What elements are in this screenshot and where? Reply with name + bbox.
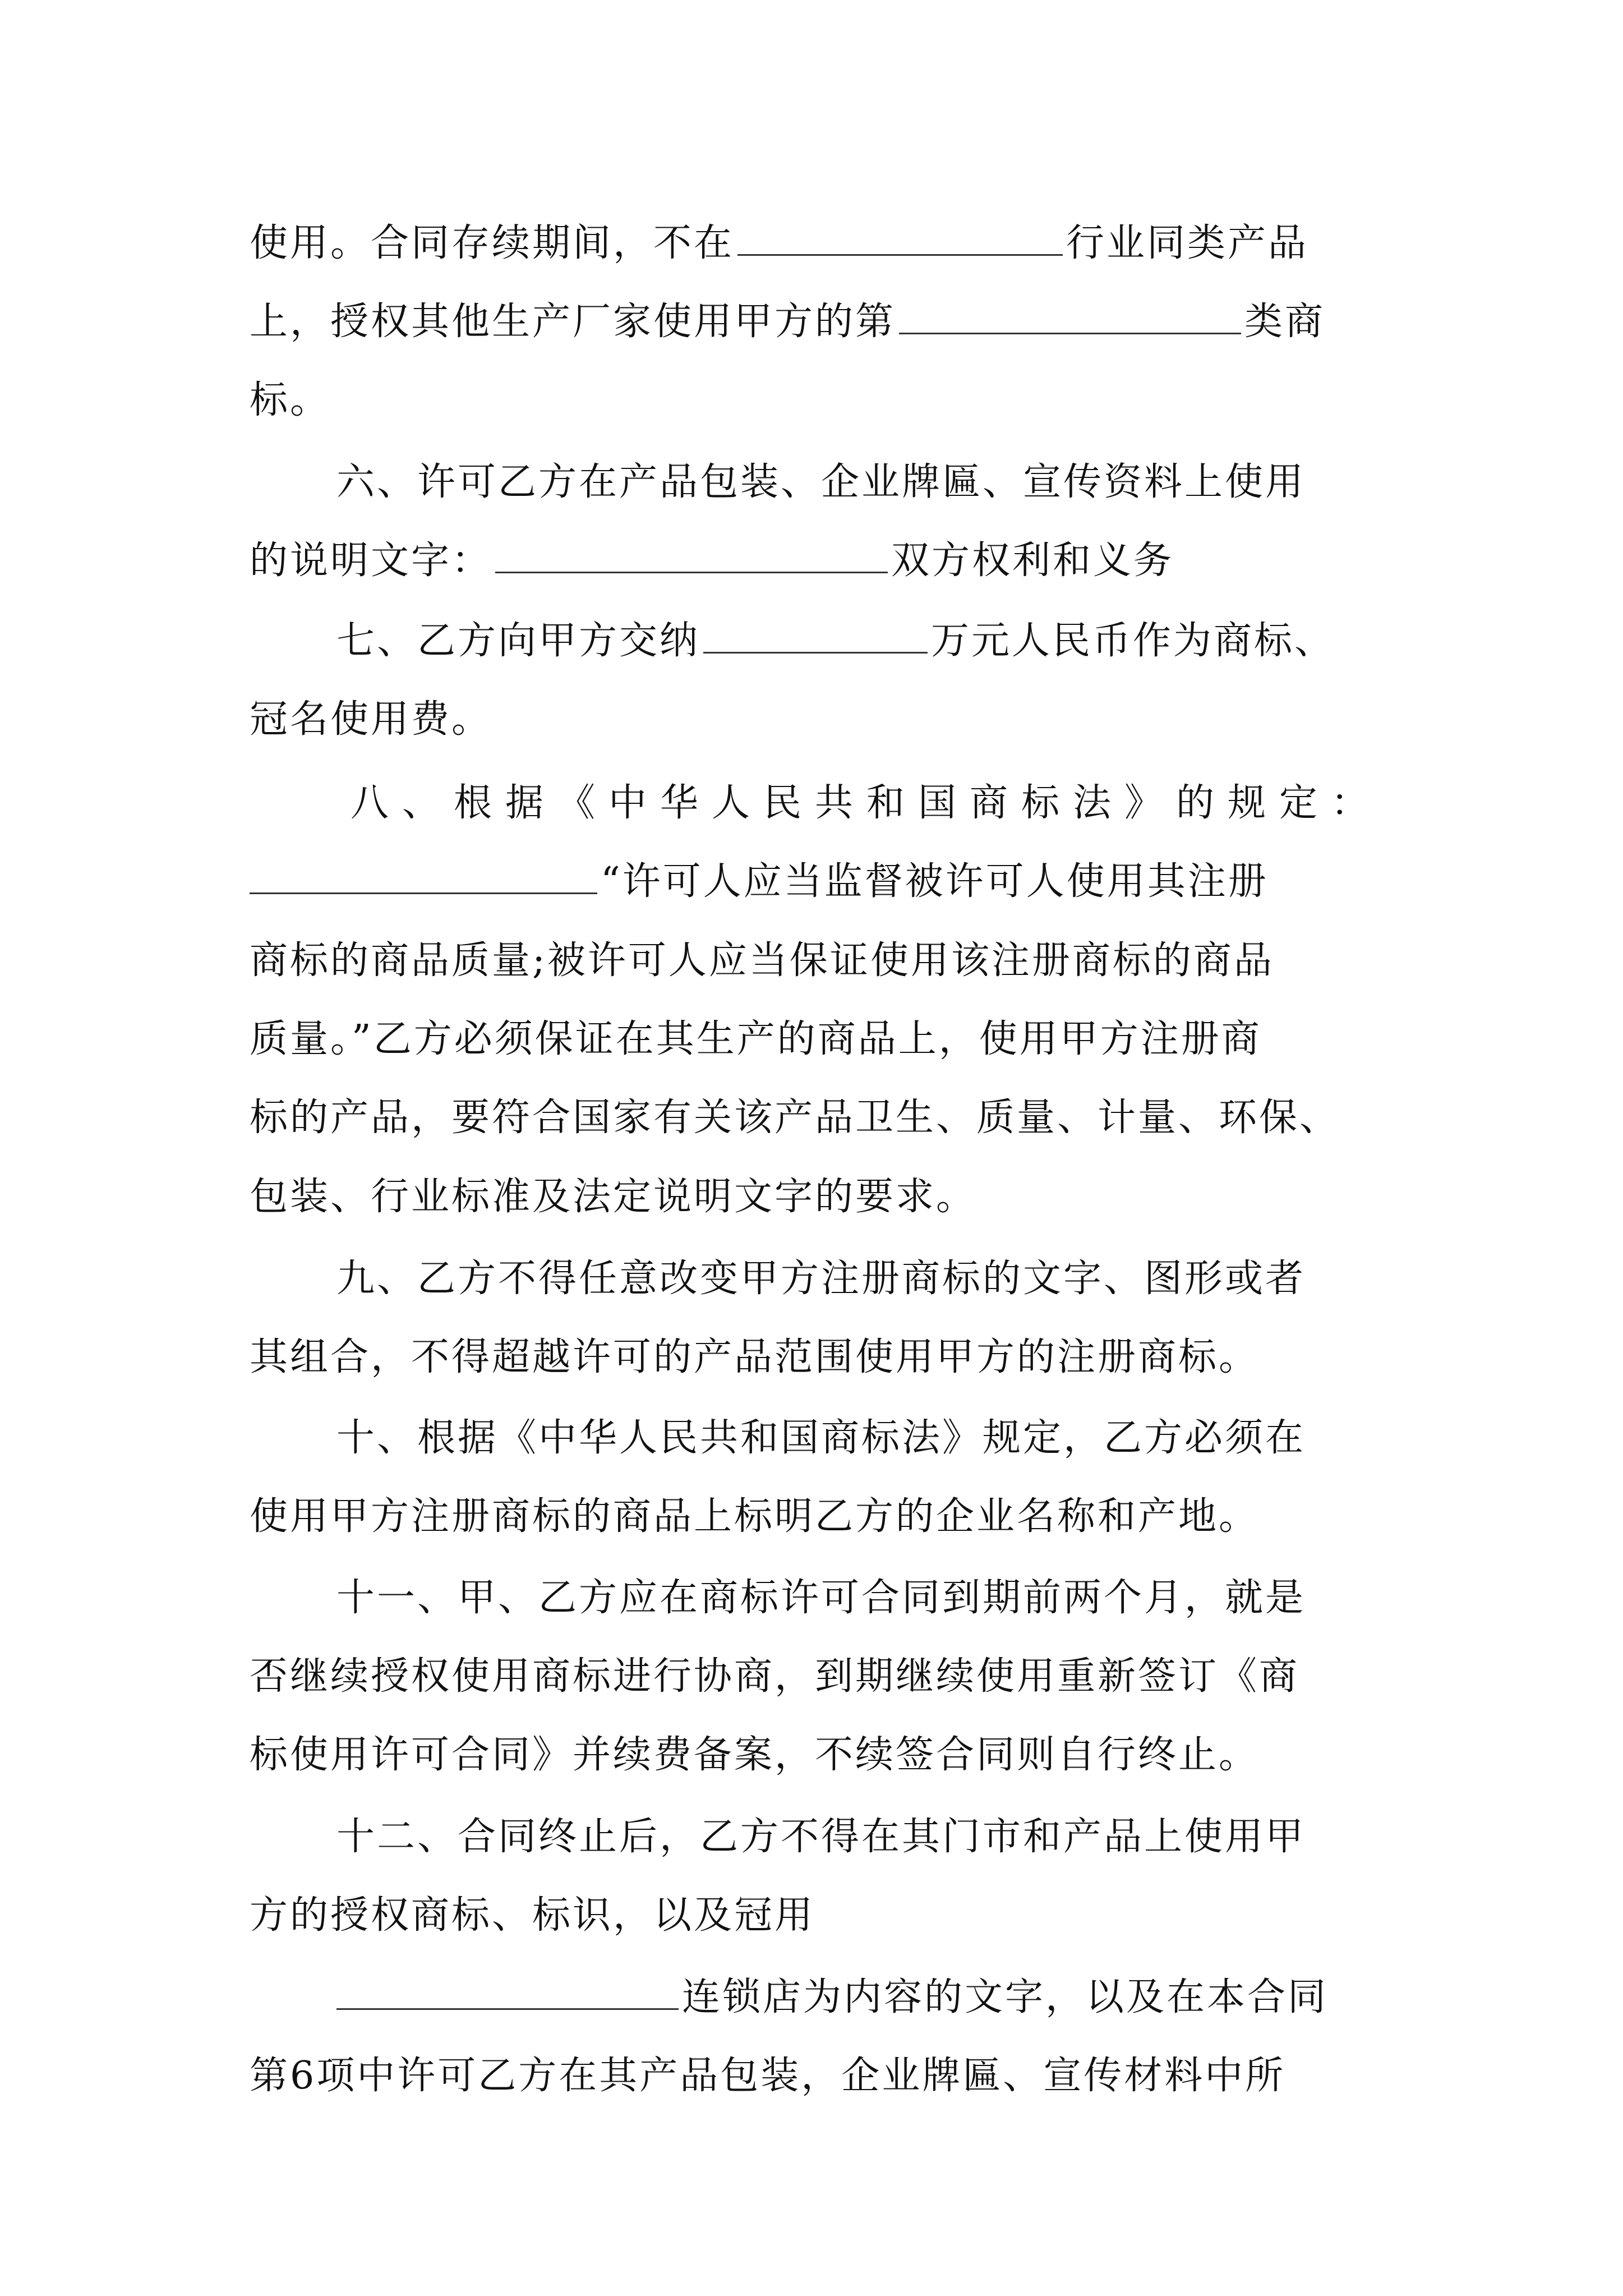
text-segment: 六、许可乙方在产品包装、企业牌匾、宣传资料上使用 bbox=[336, 460, 1306, 504]
text-segment: 第6项中许可乙方在其产品包装，企业牌匾、宣传材料中所 bbox=[250, 2054, 1286, 2098]
blank-field bbox=[703, 618, 928, 654]
text-segment: 包装、行业标准及法定说明文字的要求。 bbox=[250, 1175, 977, 1219]
text-segment: 连锁店为内容的文字，以及在本合同 bbox=[682, 1975, 1329, 2019]
text-segment: 双方权利和义务 bbox=[891, 539, 1174, 583]
text-line bbox=[250, 2037, 1388, 2115]
text-line bbox=[250, 922, 1388, 1000]
text-line bbox=[250, 1318, 1388, 1397]
text-line bbox=[250, 1637, 1388, 1716]
text-segment: 标使用许可合同》并续费备案，不续签合同则自行终止。 bbox=[250, 1733, 1260, 1777]
text-segment: 冠名使用费。 bbox=[250, 697, 492, 742]
text-line bbox=[336, 1958, 1388, 2037]
text-segment: 九、乙方不得任意改变甲方注册商标的文字、图形或者 bbox=[336, 1257, 1306, 1301]
text-line bbox=[250, 361, 1388, 440]
text-segment: 质量。”乙方必须保证在其生产的商品上，使用甲方注册商 bbox=[250, 1017, 1262, 1061]
blank-field bbox=[495, 538, 888, 573]
text-line bbox=[250, 1478, 1388, 1556]
text-line bbox=[250, 1716, 1388, 1795]
text-line bbox=[250, 204, 1388, 283]
text-segment: 否继续授权使用商标进行协商，到期继续使用重新签订《商 bbox=[250, 1654, 1300, 1699]
text-line bbox=[250, 843, 1388, 921]
text-segment: 其组合，不得超越许可的产品范围使用甲方的注册商标。 bbox=[250, 1335, 1260, 1379]
text-line bbox=[336, 1399, 1388, 1478]
text-line bbox=[351, 764, 1402, 843]
text-line bbox=[250, 1158, 1388, 1236]
text-line bbox=[336, 443, 1388, 522]
text-line bbox=[250, 522, 1388, 600]
text-line bbox=[250, 1000, 1388, 1079]
blank-field bbox=[737, 220, 1063, 256]
text-line bbox=[250, 680, 1388, 759]
text-line bbox=[336, 1240, 1388, 1318]
text-segment: 万元人民币作为商标、 bbox=[931, 619, 1335, 663]
blank-field bbox=[336, 1975, 679, 2010]
text-segment: 的说明文字： bbox=[250, 539, 492, 583]
text-segment: 十、根据《中华人民共和国商标法》规定，乙方必须在 bbox=[336, 1416, 1306, 1460]
blank-field bbox=[250, 859, 597, 894]
text-segment: 八、根据《中华人民共和国商标法》的规定： bbox=[351, 781, 1383, 825]
text-segment: 标。 bbox=[250, 378, 331, 422]
text-line bbox=[336, 1798, 1388, 1876]
text-line bbox=[250, 1876, 1388, 1955]
text-segment: 十二、合同终止后，乙方不得在其门市和产品上使用甲 bbox=[336, 1815, 1306, 1859]
text-segment: 使用甲方注册商标的商品上标明乙方的企业名称和产地。 bbox=[250, 1494, 1260, 1539]
text-segment: 类商 bbox=[1244, 300, 1326, 344]
text-segment: 七、乙方向甲方交纳 bbox=[336, 619, 700, 663]
text-segment: 方的授权商标、标识，以及冠用 bbox=[250, 1893, 815, 1938]
text-segment: 商标的商品质量;被许可人应当保证使用该注册商标的商品 bbox=[250, 938, 1274, 983]
text-segment: “许可人应当监督被许可人使用其注册 bbox=[601, 859, 1269, 904]
text-line bbox=[336, 602, 1388, 680]
text-segment: 上，授权其他生产厂家使用甲方的第 bbox=[250, 300, 896, 344]
text-segment: 使用。合同存续期间，不在 bbox=[250, 221, 735, 265]
text-segment: 标的产品，要符合国家有关该产品卫生、质量、计量、环保、 bbox=[250, 1096, 1340, 1140]
text-line bbox=[250, 283, 1388, 361]
text-line bbox=[250, 1079, 1388, 1157]
blank-field bbox=[899, 299, 1241, 334]
text-segment: 十一、甲、乙方应在商标许可合同到期前两个月，就是 bbox=[336, 1576, 1306, 1620]
text-segment: 行业同类产品 bbox=[1066, 221, 1309, 265]
text-line bbox=[336, 1559, 1388, 1637]
